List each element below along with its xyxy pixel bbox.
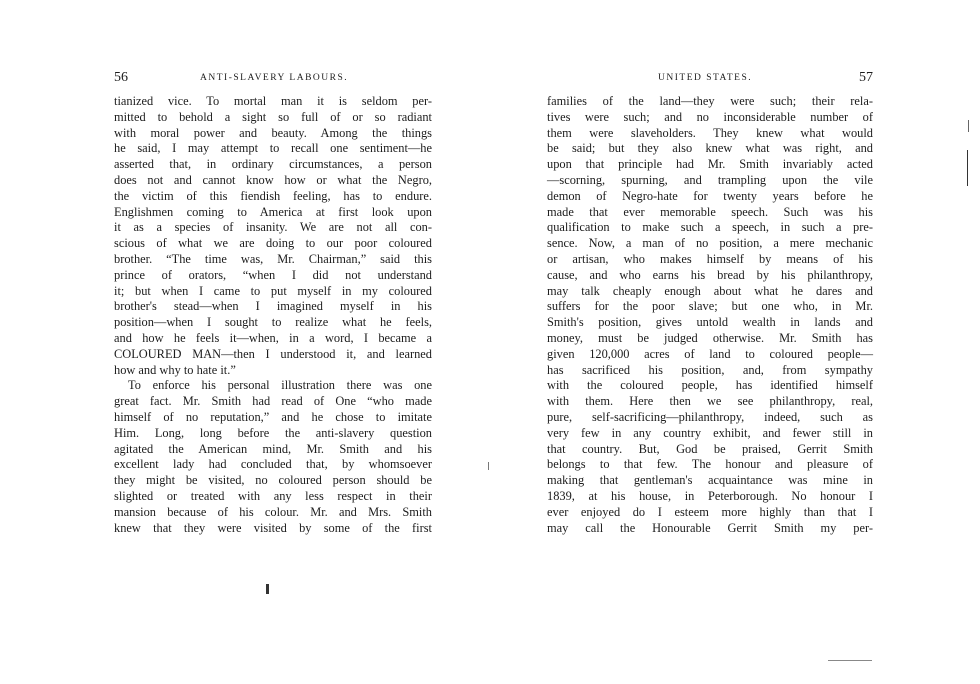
text-line: or artisan, who makes himself by means of his	[547, 251, 873, 266]
text-line: how and why to hate it.”	[114, 362, 236, 377]
text-line: prince of orators, “when I did not understand	[114, 267, 432, 282]
text-line: very few in any country exhibit, and fewer still in	[547, 425, 873, 440]
ink-speck-mark	[266, 584, 269, 594]
text-line: brother's stead—when I imagined myself in his	[114, 299, 432, 314]
text-line: making that gentleman's acquaintance was mine in	[547, 473, 873, 488]
text-line: he said, I may attempt to recall one sentiment—he	[114, 141, 432, 156]
text-line: asserted that, in ordinary circumstances, a person	[114, 157, 432, 172]
text-line: given 120,000 acres of land to coloured people—	[547, 346, 873, 361]
text-line: agitated the American mind, Mr. Smith and his	[114, 441, 432, 456]
text-line: scious of what we are doing to our poor coloured	[114, 236, 432, 251]
text-line: belongs to that few. The honour and pleasure of	[547, 457, 873, 472]
margin-tick-mark	[968, 120, 969, 132]
text-line: it; but when I came to put myself in my coloured	[114, 283, 432, 298]
text-line: the victim of this fiendish feeling, has to endure.	[114, 188, 432, 203]
text-line: made that ever memorable speech. Such was his	[547, 204, 873, 219]
text-line: position—when I sought to realize what he feels,	[114, 315, 432, 330]
text-line: with moral power and beauty. Among the things	[114, 125, 432, 140]
text-line: may talk cheaply enough about what he dares and	[547, 283, 873, 298]
text-line: qualification to make such a speech, in such a pre-	[547, 220, 873, 235]
text-line: mansion because of his colour. Mr. and Mrs. Smith	[114, 504, 432, 519]
text-line: great fact. Mr. Smith had read of One “who made	[114, 394, 432, 409]
text-line: be said; but they also knew what was right, and	[547, 141, 873, 156]
text-line: Smith's position, gives untold wealth in lands and	[547, 315, 873, 330]
right-running-title: UNITED STATES.	[658, 73, 753, 83]
text-line: COLOURED MAN—then I understood it, and learned	[114, 346, 432, 361]
right-running-head	[547, 70, 873, 94]
text-line: slighted or treated with any less respect in their	[114, 488, 432, 503]
text-line: mitted to behold a sight so full of or so radiant	[114, 109, 432, 124]
margin-dash-mark	[828, 660, 872, 661]
text-line: with them. Here then we see philanthropy, real,	[547, 394, 873, 409]
text-line: Him. Long, long before the anti-slavery question	[114, 425, 432, 440]
text-line: Englishmen coming to America at first look upon	[114, 204, 432, 219]
right-page-body	[547, 94, 873, 536]
text-line: To enforce his personal illustration there was one	[128, 378, 432, 393]
text-line: ever enjoyed do I esteem more highly than that I	[547, 504, 873, 519]
text-line: 1839, at his house, in Peterborough. No honour I	[547, 488, 873, 503]
text-line: cause, and who earns his bread by his philanthropy,	[547, 267, 873, 282]
text-line: does not and cannot know how or what the Negro,	[114, 172, 432, 187]
text-line: with the coloured people, has identified himself	[547, 378, 873, 393]
margin-rule-mark	[967, 150, 968, 186]
gutter-speck-mark	[488, 462, 489, 470]
text-line: and how he feels it—when, in a word, I became a	[114, 330, 432, 345]
text-line: families of the land—they were such; their rela-	[547, 94, 873, 108]
text-line: pure, self-sacrificing—philanthropy, indeed, such as	[547, 409, 873, 424]
right-page	[547, 70, 873, 536]
left-running-title: ANTI-SLAVERY LABOURS.	[200, 73, 349, 83]
text-line: himself of no reputation,” and he chose to imitate	[114, 409, 432, 424]
text-line: excellent lady had concluded that, by whomsoever	[114, 457, 432, 472]
text-line: them were slaveholders. They knew what would	[547, 125, 873, 140]
left-running-head	[114, 70, 432, 94]
text-line: knew that they were visited by some of the first	[114, 520, 432, 535]
text-line: they might be visited, no coloured person should be	[114, 473, 432, 488]
text-line: tives were such; and no inconsiderable number of	[547, 109, 873, 124]
text-line: sence. Now, a man of no position, a mere mechanic	[547, 236, 873, 251]
text-line: tianized vice. To mortal man it is seldom per-	[114, 94, 432, 108]
left-page	[114, 70, 432, 536]
text-line: —scorning, spurning, and trampling upon the vile	[547, 172, 873, 187]
right-page-number: 57	[859, 70, 873, 85]
text-line: has sacrificed his position, and, from sympathy	[547, 362, 873, 377]
text-line: may call the Honourable Gerrit Smith my per-	[547, 520, 873, 535]
text-line: upon that principle had Mr. Smith invariably acted	[547, 157, 873, 172]
left-page-body	[114, 94, 432, 536]
text-line: suffers for the poor slave; but one who, in Mr.	[547, 299, 873, 314]
text-line: brother. “The time was, Mr. Chairman,” said this	[114, 251, 432, 266]
text-line: demon of Negro-hate for twenty years before he	[547, 188, 873, 203]
text-line: that country. But, God be praised, Gerrit Smith	[547, 441, 873, 456]
text-line: it as a species of insanity. We are not all con-	[114, 220, 432, 235]
text-line: money, must be judged otherwise. Mr. Smith has	[547, 330, 873, 345]
left-page-number: 56	[114, 70, 128, 85]
